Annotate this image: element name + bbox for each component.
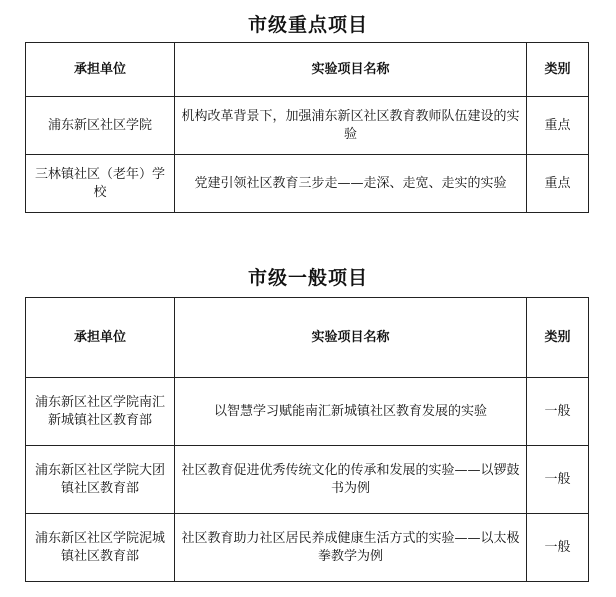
- general-projects-title: 市级一般项目: [247, 267, 368, 289]
- cell-project-name: 社区教育助力社区居民养成健康生活方式的实验——以太极拳教学为例: [175, 514, 527, 582]
- header-project-name: 实验项目名称: [175, 298, 527, 378]
- cell-unit: 浦东新区社区学院泥城镇社区教育部: [26, 514, 175, 582]
- table-row: [26, 97, 589, 155]
- cell-project-name: 社区教育促进优秀传统文化的传承和发展的实验——以锣鼓书为例: [175, 446, 527, 514]
- header-category: 类别: [527, 298, 589, 378]
- table-header-row: [26, 43, 589, 97]
- key-projects-title: 市级重点项目: [247, 14, 368, 36]
- cell-category: 一般: [527, 378, 589, 446]
- header-project-name: 实验项目名称: [175, 43, 527, 97]
- header-unit: 承担单位: [26, 298, 175, 378]
- cell-unit: 浦东新区社区学院: [26, 97, 175, 155]
- key-projects-table: [25, 42, 589, 213]
- cell-unit: 三林镇社区（老年）学校: [26, 155, 175, 213]
- cell-project-name: 机构改革背景下，加强浦东新区社区教育教师队伍建设的实验: [175, 97, 527, 155]
- general-projects-table: [25, 297, 589, 582]
- table-row: [26, 378, 589, 446]
- cell-category: 重点: [527, 97, 589, 155]
- header-category: 类别: [527, 43, 589, 97]
- cell-unit: 浦东新区社区学院南汇新城镇社区教育部: [26, 378, 175, 446]
- table-header-row: [26, 298, 589, 378]
- cell-category: 一般: [527, 446, 589, 514]
- cell-category: 重点: [527, 155, 589, 213]
- cell-project-name: 以智慧学习赋能南汇新城镇社区教育发展的实验: [175, 378, 527, 446]
- table-row: [26, 446, 589, 514]
- header-unit: 承担单位: [26, 43, 175, 97]
- table-row: [26, 155, 589, 213]
- table-row: [26, 514, 589, 582]
- cell-project-name: 党建引领社区教育三步走——走深、走宽、走实的实验: [175, 155, 527, 213]
- cell-category: 一般: [527, 514, 589, 582]
- cell-unit: 浦东新区社区学院大团镇社区教育部: [26, 446, 175, 514]
